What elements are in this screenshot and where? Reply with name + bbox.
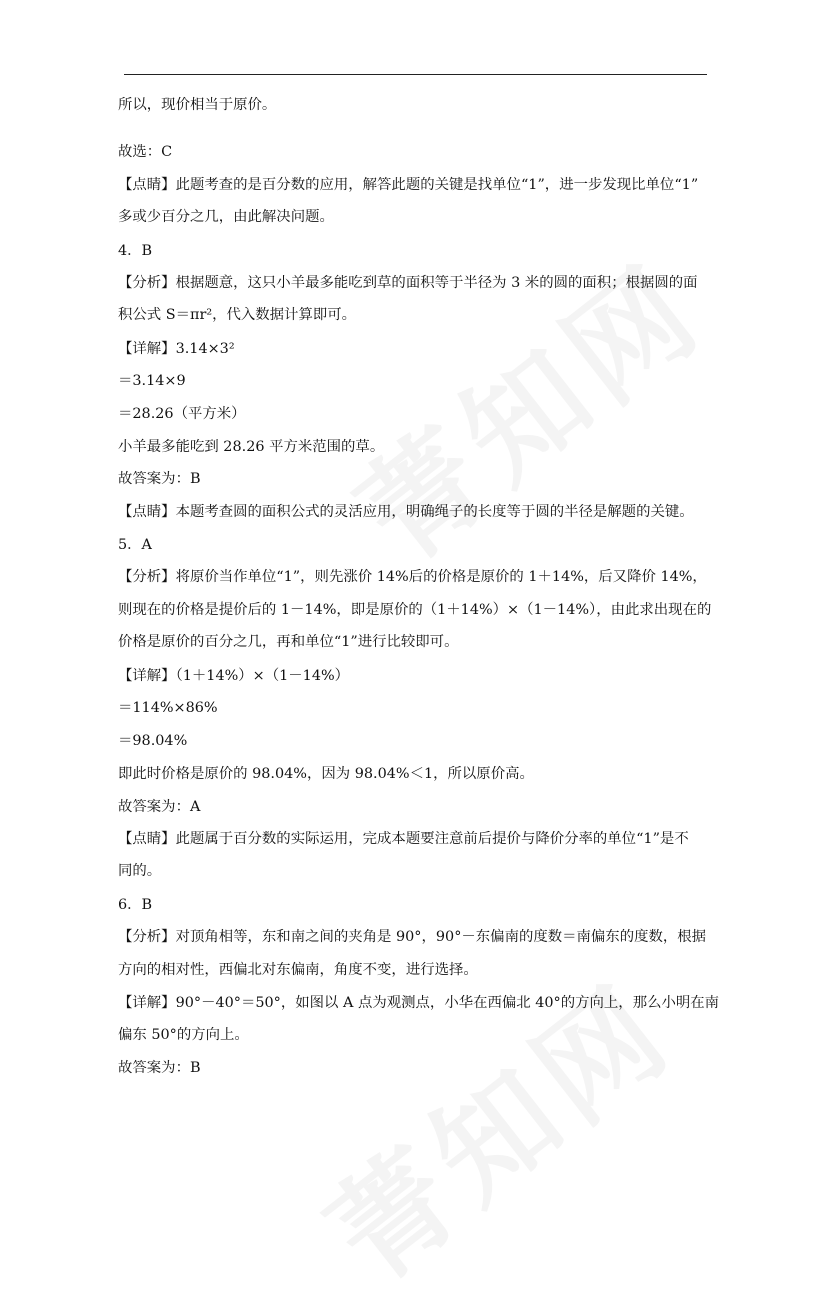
text-line: 【分析】将原价当作单位“1”，则先涨价 14%后的价格是原价的 1＋14%，后又降价 14%， xyxy=(118,569,707,585)
text-line: ＝114%×86% xyxy=(118,700,218,716)
text-line: 【详解】3.14×3² xyxy=(118,341,235,357)
text-line: 【详解】（1＋14%）×（1－14%） xyxy=(118,668,350,684)
text-line: 故选：C xyxy=(118,144,173,160)
text-line: 【详解】90°－40°＝50°，如图以 A 点为观测点，小华在西偏北 40°的方向上，那么小明在南 xyxy=(118,995,720,1011)
text-line: 积公式 S＝πr²，代入数据计算即可。 xyxy=(118,307,357,323)
text-line: 多或少百分之几，由此解决问题。 xyxy=(118,209,334,225)
text-line: 【点睛】本题考查圆的面积公式的灵活应用，明确绳子的长度等于圆的半径是解题的关键。 xyxy=(118,504,694,520)
text-line: 故答案为：A xyxy=(118,799,201,815)
text-line: 则现在的价格是提价后的 1－14%，即是原价的（1＋14%）×（1－14%），由此求出现在的 xyxy=(118,602,712,618)
section-number: 5．A xyxy=(118,537,152,553)
text-line: 方向的相对性，西偏北对东偏南，角度不变，进行选择。 xyxy=(118,962,478,978)
text-line: 【点睛】此题考查的是百分数的应用，解答此题的关键是找单位“1”，进一步发现比单位“1” xyxy=(118,177,699,193)
text-line: 所以，现价相当于原价。 xyxy=(118,97,277,113)
section-number: 4．B xyxy=(118,243,153,259)
text-line: ＝28.26（平方米） xyxy=(118,406,246,422)
text-line: 【点睛】此题属于百分数的实际运用，完成本题要注意前后提价与降价分率的单位“1”是不 xyxy=(118,831,689,847)
text-line: 故答案为：B xyxy=(118,471,201,487)
text-line: 同的。 xyxy=(118,863,162,879)
text-line: 【分析】根据题意，这只小羊最多能吃到草的面积等于半径为 3 米的圆的面积；根据圆的面 xyxy=(118,275,698,291)
text-line: 小羊最多能吃到 28.26 平方米范围的草。 xyxy=(118,439,385,455)
text-line: ＝98.04% xyxy=(118,733,188,749)
text-line: 【分析】对顶角相等，东和南之间的夹角是 90°，90°－东偏南的度数＝南偏东的度数，根据 xyxy=(118,929,707,945)
header-rule xyxy=(124,74,707,75)
section-number: 6．B xyxy=(118,897,153,913)
text-line: 偏东 50°的方向上。 xyxy=(118,1027,249,1043)
text-line: ＝3.14×9 xyxy=(118,373,186,389)
text-line: 价格是原价的百分之几，再和单位“1”进行比较即可。 xyxy=(118,634,459,650)
text-line: 故答案为：B xyxy=(118,1060,201,1076)
text-line: 即此时价格是原价的 98.04%，因为 98.04%＜1，所以原价高。 xyxy=(118,766,534,782)
